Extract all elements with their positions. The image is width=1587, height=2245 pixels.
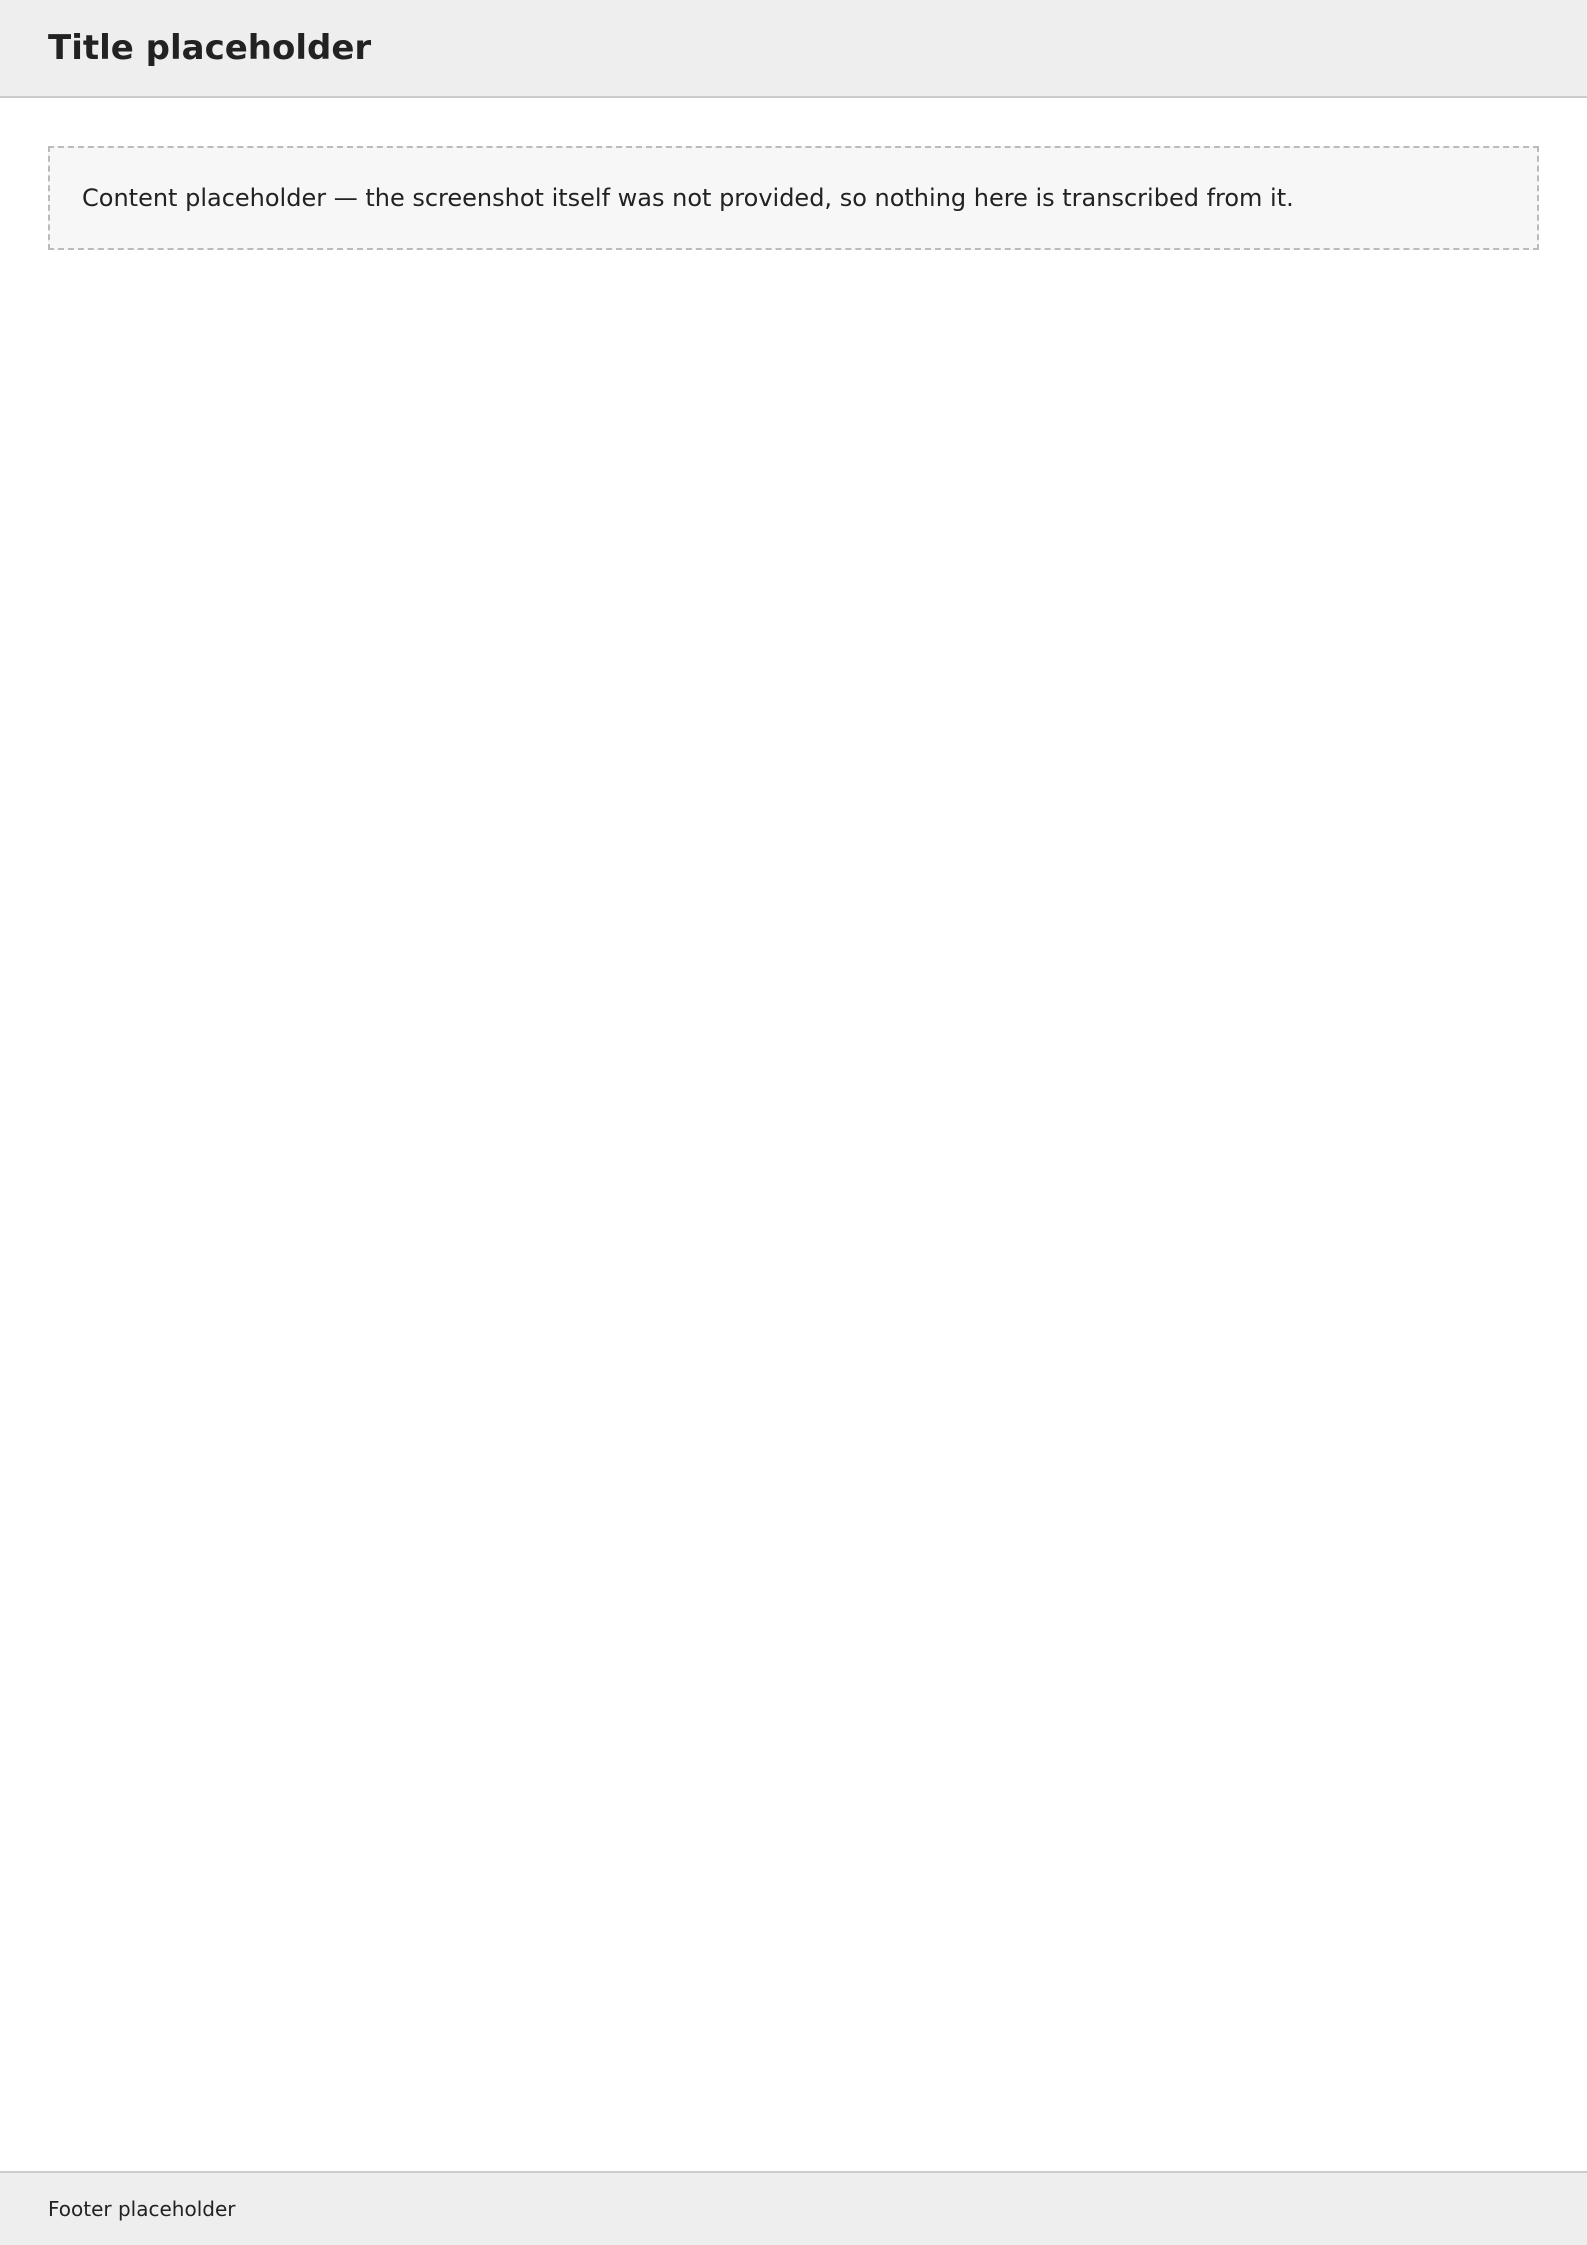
- page-header: [0, 0, 1587, 98]
- content-block: Content placeholder — the screenshot itself was not provided, so nothing here is transcribed from it.: [48, 146, 1539, 250]
- main-content: [0, 98, 1587, 2171]
- page-footer: Footer placeholder: [0, 2171, 1587, 2245]
- page-title: Title placeholder: [48, 28, 372, 68]
